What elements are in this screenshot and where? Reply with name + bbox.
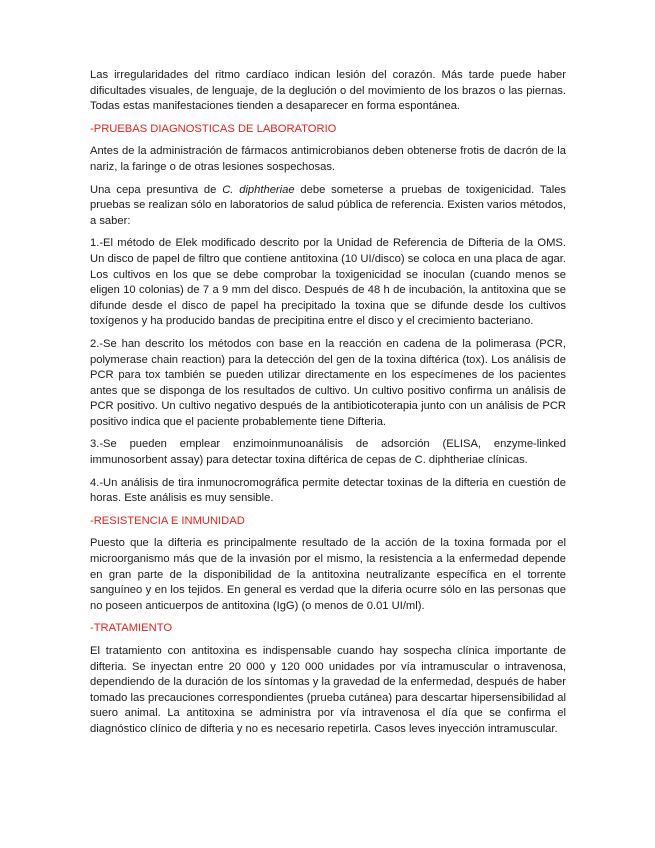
method-1-elek: 1.-El método de Elek modificado descrito por la Unidad de Referencia de Difteria de la OMS. Un disco de papel de filtro que contiene antitoxina (10 UI/disco) se coloca en una placa de agar. Los cultivos en los que se debe comprobar la toxigenicidad se inoculan (cuando menos se eligen 10 colonias) de 7 a 9 mm del disco. Después de 48 h de incubación, la antitoxina que se difunde desde el disco de papel ha precipitado la toxina que se difunde desde los cultivos toxígenos y ha producido bandas de precipitina entre el disco y el crecimiento bacteriano. [90, 237, 566, 328]
lab-paragraph-toxigenicity [90, 183, 566, 230]
method-2-pcr: 2.-Se han descrito los métodos con base en la reacción en cadena de la polimerasa (PCR, polymerase chain reaction) para la detección del gen de la toxina diftérica (tox). Los análisis de PCR para tox también se pueden utilizar directamente en los especímenes de los pacientes antes que se disponga de los resultados de cultivo. Un cultivo positivo confirma un análisis de PCR positivo. Un cultivo negativo después de la antibioticoterapia junto con un análisis de PCR positivo indica que el paciente probablemente tiene Difteria. [90, 337, 566, 428]
lab-paragraph-swabs: Antes de la administración de fármacos antimicrobianos deben obtenerse frotis de dacrón de la nariz, la faringe o de otras lesiones sospechosas. [90, 145, 566, 173]
species-name: C. diphtheriae [222, 183, 295, 196]
heading-lab-tests: -PRUEBAS DIAGNOSTICAS DE LABORATORIO [90, 122, 337, 135]
treatment-paragraph: El tratamiento con antitoxina es indispensable cuando hay sospecha clínica importante de difteria. Se inyectan entre 20 000 y 120 000 unidades por vía intramuscular o intravenosa, dependiendo de la duración de los síntomas y la gravedad de la enfermedad, después de haber tomado las precauciones correspondientes (prueba cutánea) para descartar hipersensibilidad al suero animal. La antitoxina se administra por vía intravenosa el día que se confirma el diagnóstico clínico de difteria y no es necesario repetirla. Casos leves inyección intramuscular. [90, 645, 566, 735]
heading-resistance: -RESISTENCIA E INMUNIDAD [90, 514, 245, 527]
method-3-elisa: 3.-Se pueden emplear enzimoinmunoanálisis de adsorción (ELISA, enzyme-linked immunosorbent assay) para detectar toxina diftérica de cepas de C. diphtheriae clínicas. [90, 438, 566, 467]
method-4-strip: 4.-Un análisis de tira inmunocromográfica permite detectar toxinas de la difteria en cuestión de horas. Este análisis es muy sensible. [90, 476, 566, 505]
resistance-paragraph: Puesto que la difteria es principalmente resultado de la acción de la toxina formada por el microorganismo más que de la invasión por el mismo, la resistencia a la enfermedad depende en gran parte de la disponibilidad de la antitoxina neutralizante específica en el torrente sanguíneo y en los tejidos. En general es verdad que la diferia ocurre sólo en las personas que no poseen anticuerpos de antitoxina (IgG) (o menos de 0.01 UI/ml). [90, 537, 566, 612]
intro-paragraph: Las irregularidades del ritmo cardíaco indican lesión del corazón. Más tarde puede haber dificultades visuales, de lenguaje, de la deglución o del movimiento de los brazos o las piernas. Todas estas manifestaciones tienden a desaparecer en forma espontánea. [90, 69, 566, 113]
heading-treatment: -TRATAMIENTO [90, 622, 173, 635]
toxigenicity-text-start: Una cepa presuntiva de [90, 183, 223, 196]
document-page [90, 68, 566, 745]
toxigenicity-text-end: debe someterse a pruebas de toxigenicidad. Tales pruebas se realizan sólo en laboratorios de salud pública de referencia. Existen varios métodos, a saber: [90, 183, 567, 227]
